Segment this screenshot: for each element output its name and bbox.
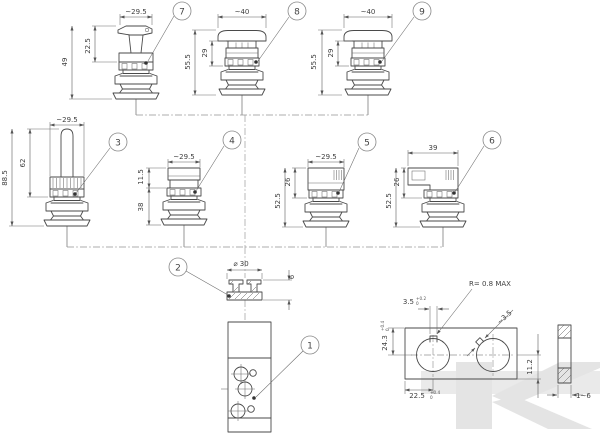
dim-cutout-height: 24.3 xyxy=(381,335,389,351)
dim-item6-height-upper: 26 xyxy=(393,177,401,187)
dim-item5-height-upper: 26 xyxy=(284,177,292,187)
dim-notch-tol-plus: +0.2 xyxy=(416,296,427,301)
dim-item9-width: ~40 xyxy=(360,8,376,16)
radius-note: R= 0.8 MAX xyxy=(469,280,511,288)
actuator-4-flush-button xyxy=(137,131,241,225)
valve-body-1 xyxy=(221,322,319,432)
actuator-9-mushroom-button xyxy=(310,2,431,95)
callout-7-number: 7 xyxy=(179,7,185,18)
actuator-7-turn-handle xyxy=(61,2,191,99)
watermark-logo xyxy=(421,362,600,429)
dim-panel-thickness: 1~6 xyxy=(576,392,591,400)
dim-width-tol-minus: 0 xyxy=(430,395,433,400)
callout-3-number: 3 xyxy=(115,138,121,149)
dim-item7-height-upper: 22.5 xyxy=(84,38,92,54)
dim-item8-height-total: 55.5 xyxy=(184,54,192,70)
dim-notch-width: 3.5 xyxy=(402,298,414,306)
dim-item4-width: ~29.5 xyxy=(173,153,195,161)
dim-item8-height-upper: 29 xyxy=(201,48,209,58)
dim-item3-height-total: 88.5 xyxy=(1,170,9,186)
dim-item4-height-total: 38 xyxy=(137,202,145,212)
dim-height-tol-plus: +0.4 xyxy=(380,320,385,331)
dim-item6-height-total: 52.5 xyxy=(385,193,393,209)
dim-item9-height-upper: 29 xyxy=(327,48,335,58)
dim-width-tol-plus: +0.4 xyxy=(430,390,441,395)
dim-item3-height-upper: 62 xyxy=(19,158,27,168)
mounting-nut-2 xyxy=(169,258,296,310)
dim-item3-width: ~29.5 xyxy=(56,116,78,124)
callout-6-number: 6 xyxy=(489,136,495,147)
dim-item2-thickness: 6 xyxy=(288,274,296,280)
dim-item2-diameter: ⌀ 30 xyxy=(233,260,249,268)
actuator-3-lever xyxy=(1,116,127,226)
callout-9-number: 9 xyxy=(419,7,425,18)
dim-item7-width: ~29.5 xyxy=(125,8,147,16)
callout-8-number: 8 xyxy=(294,7,300,18)
actuator-6-key-selector xyxy=(385,131,501,227)
dim-item5-height-total: 52.5 xyxy=(274,193,282,209)
dim-item6-width: 39 xyxy=(428,144,438,152)
callout-4-number: 4 xyxy=(229,136,235,147)
callout-2-number: 2 xyxy=(175,263,181,274)
dim-item5-width: ~29.5 xyxy=(315,153,337,161)
callout-1-number: 1 xyxy=(307,341,313,352)
actuator-8-mushroom-button xyxy=(184,2,306,95)
dim-height-tol-minus: 0 xyxy=(385,328,390,331)
actuator-5-selector xyxy=(274,133,376,227)
callout-5-number: 5 xyxy=(364,138,370,149)
dim-item7-height-total: 49 xyxy=(61,57,69,67)
dim-cutout-width: 22.5 xyxy=(409,392,425,400)
dim-notch2-width: ~3.5 xyxy=(495,308,514,327)
dim-center-to-edge: 11.2 xyxy=(526,359,534,375)
dim-item8-width: ~40 xyxy=(234,8,250,16)
dim-notch-tol-minus: 0 xyxy=(416,301,419,306)
dim-item9-height-total: 55.5 xyxy=(310,54,318,70)
dim-item4-height-upper: 11.5 xyxy=(137,169,145,185)
